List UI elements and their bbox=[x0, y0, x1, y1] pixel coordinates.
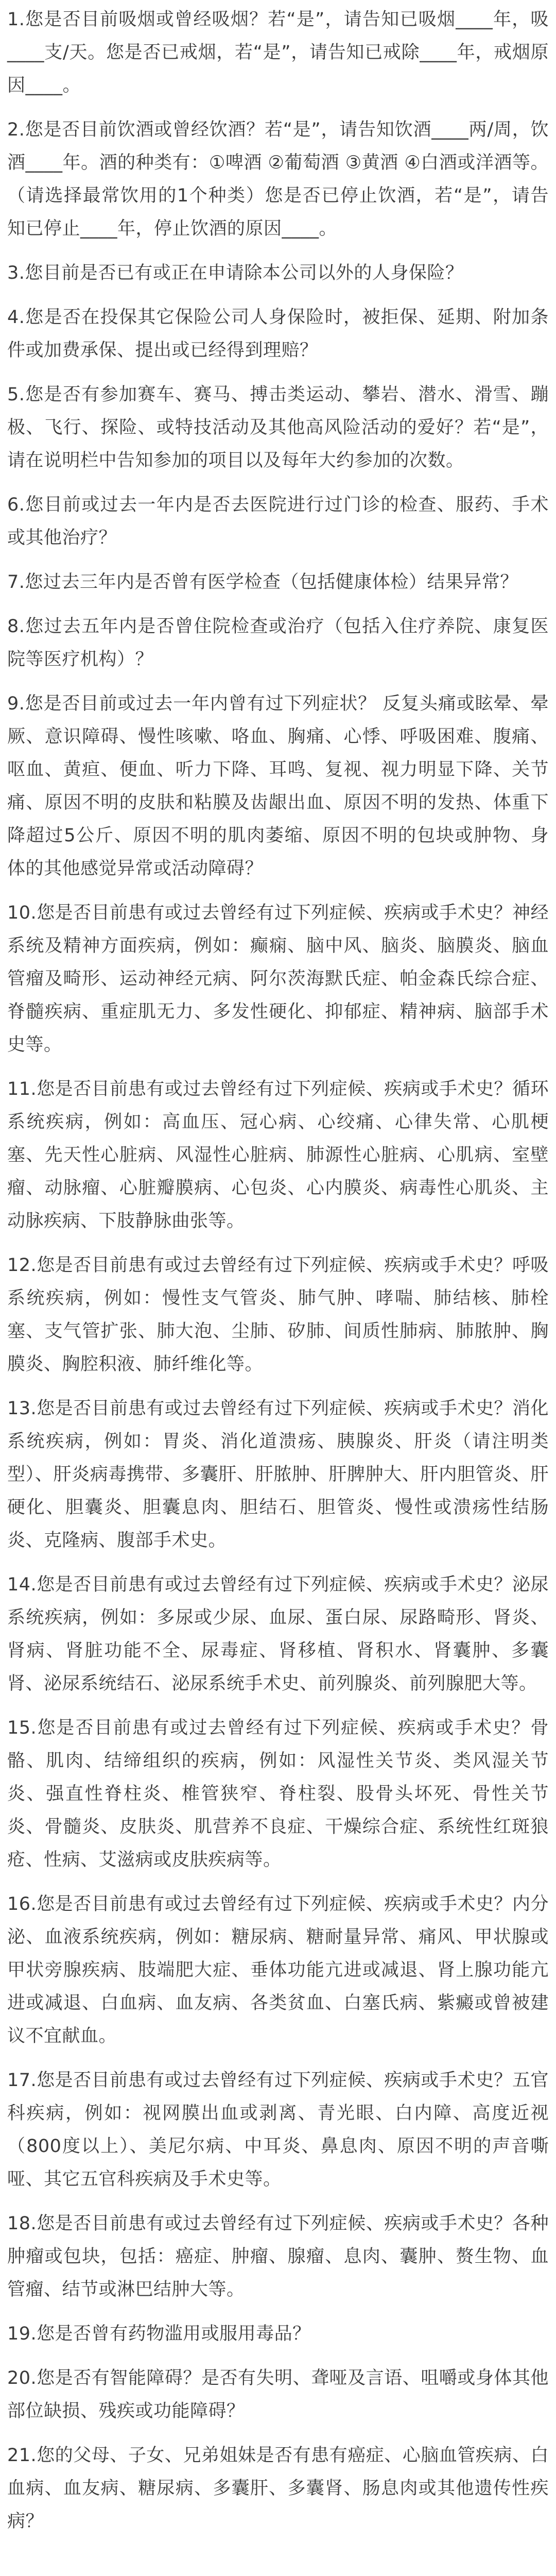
question-1: 1.您是否目前吸烟或曾经吸烟？若“是”，请告知已吸烟____年，吸____支/天。您是否已戒烟，若“是”，请告知已戒除____年，戒烟原因____。 bbox=[7, 9, 549, 96]
question-9: 9.您是否目前或过去一年内曾有过下列症状？ 反复头痛或眩晕、晕厥、意识障碍、慢性咳嗽、咯血、胸痛、心悸、呼吸困难、腹痛、呕血、黄疸、便血、听力下降、耳鸣、复视、视力明显下降、关节痛、原因不明的皮肤和粘膜及齿龈出血、原因不明的发热、体重下降超过5公斤、原因不明的肌肉萎缩、原因不明的包块或肿物、身体的其他感觉异常或活动障碍？ bbox=[7, 693, 549, 879]
question-5: 5.您是否有参加赛车、赛马、搏击类运动、攀岩、潜水、滑雪、蹦极、飞行、探险、或特技活动及其他高风险活动的爱好？若“是”，请在说明栏中告知参加的项目以及每年大约参加的次数。 bbox=[7, 384, 549, 471]
question-8: 8.您过去五年内是否曾住院检查或治疗（包括入住疗养院、康复医院等医疗机构）？ bbox=[7, 616, 549, 670]
question-4: 4.您是否在投保其它保险公司人身保险时，被拒保、延期、附加条件或加费承保、提出或已经得到理赔？ bbox=[7, 307, 549, 361]
question-18: 18.您是否目前患有或过去曾经有过下列症候、疾病或手术史？各种肿瘤或包块，包括：癌症、肿瘤、腺瘤、息肉、囊肿、赘生物、血管瘤、结节或淋巴结肿大等。 bbox=[7, 2213, 549, 2300]
question-15: 15.您是否目前患有或过去曾经有过下列症候、疾病或手术史？骨骼、肌肉、结缔组织的疾病，例如：风湿性关节炎、类风湿关节炎、强直性脊柱炎、椎管狭窄、脊柱裂、股骨头坏死、骨性关节炎、骨髓炎、皮肤炎、肌营养不良症、干燥综合症、系统性红斑狼疮、性病、艾滋病或皮肤疾病等。 bbox=[7, 1718, 549, 1870]
question-14: 14.您是否目前患有或过去曾经有过下列症候、疾病或手术史？泌尿系统疾病，例如：多尿或少尿、血尿、蛋白尿、尿路畸形、肾炎、肾病、肾脏功能不全、尿毒症、肾移植、肾积水、肾囊肿、多囊肾、泌尿系统结石、泌尿系统手术史、前列腺炎、前列腺肥大等。 bbox=[7, 1574, 549, 1694]
question-20: 20.您是否有智能障碍？是否有失明、聋哑及言语、咀嚼或身体其他部位缺损、残疾或功能障碍？ bbox=[7, 2368, 549, 2421]
question-13: 13.您是否目前患有或过去曾经有过下列症候、疾病或手术史？消化系统疾病，例如：胃炎、消化道溃疡、胰腺炎、肝炎（请注明类型）、肝炎病毒携带、多囊肝、肝脓肿、肝脾肿大、肝内胆管炎、肝硬化、胆囊炎、胆囊息肉、胆结石、胆管炎、慢性或溃疡性结肠炎、克隆病、腹部手术史。 bbox=[7, 1398, 549, 1551]
question-10: 10.您是否目前患有或过去曾经有过下列症候、疾病或手术史？神经系统及精神方面疾病，例如：癫痫、脑中风、脑炎、脑膜炎、脑血管瘤及畸形、运动神经元病、阿尔茨海默氏症、帕金森氏综合症、脊髓疾病、重症肌无力、多发性硬化、抑郁症、精神病、脑部手术史等。 bbox=[7, 903, 549, 1055]
question-2: 2.您是否目前饮酒或曾经饮酒？若“是”，请告知饮酒____两/周，饮酒____年。酒的种类有：①啤酒 ②葡萄酒 ③黄酒 ④白酒或洋酒等。（请选择最常饮用的1个种类）您是否已停止饮酒，若“是”，请告知已停止____年，停止饮酒的原因____。 bbox=[7, 120, 549, 239]
question-16: 16.您是否目前患有或过去曾经有过下列症候、疾病或手术史？内分泌、血液系统疾病，例如：糖尿病、糖耐量异常、痛风、甲状腺或甲状旁腺疾病、肢端肥大症、垂体功能亢进或减退、肾上腺功能亢进或减退、白血病、血友病、各类贫血、白塞氏病、紫癜或曾被建议不宜献血。 bbox=[7, 1894, 549, 2046]
question-6: 6.您目前或过去一年内是否去医院进行过门诊的检查、服药、手术或其他治疗？ bbox=[7, 495, 549, 548]
question-12: 12.您是否目前患有或过去曾经有过下列症候、疾病或手术史？呼吸系统疾病，例如：慢性支气管炎、肺气肿、哮喘、肺结核、肺栓塞、支气管扩张、肺大泡、尘肺、矽肺、间质性肺病、肺脓肿、胸膜炎、胸腔积液、肺纤维化等。 bbox=[7, 1255, 549, 1375]
question-17: 17.您是否目前患有或过去曾经有过下列症候、疾病或手术史？五官科疾病，例如：视网膜出血或剥离、青光眼、白内障、高度近视（800度以上）、美尼尔病、中耳炎、鼻息肉、原因不明的声音嘶哑、其它五官科疾病及手术史等。 bbox=[7, 2070, 549, 2190]
question-19: 19.您是否曾有药物滥用或服用毒品？ bbox=[7, 2324, 311, 2344]
question-11: 11.您是否目前患有或过去曾经有过下列症候、疾病或手术史？循环系统疾病，例如：高血压、冠心病、心绞痛、心律失常、心肌梗塞、先天性心脏病、风湿性心脏病、肺源性心脏病、心肌病、室壁瘤、动脉瘤、心脏瓣膜病、心包炎、心内膜炎、病毒性心肌炎、主动脉疾病、下肢静脉曲张等。 bbox=[7, 1079, 549, 1231]
question-7: 7.您过去三年内是否曾有医学检查（包括健康体检）结果异常？ bbox=[7, 572, 518, 592]
question-3: 3.您目前是否已有或正在申请除本公司以外的人身保险？ bbox=[7, 263, 464, 283]
question-21: 21.您的父母、子女、兄弟姐妹是否有患有癌症、心脑血管疾病、白血病、血友病、糖尿病、多囊肝、多囊肾、肠息肉或其他遗传性疾病？ bbox=[7, 2445, 549, 2532]
